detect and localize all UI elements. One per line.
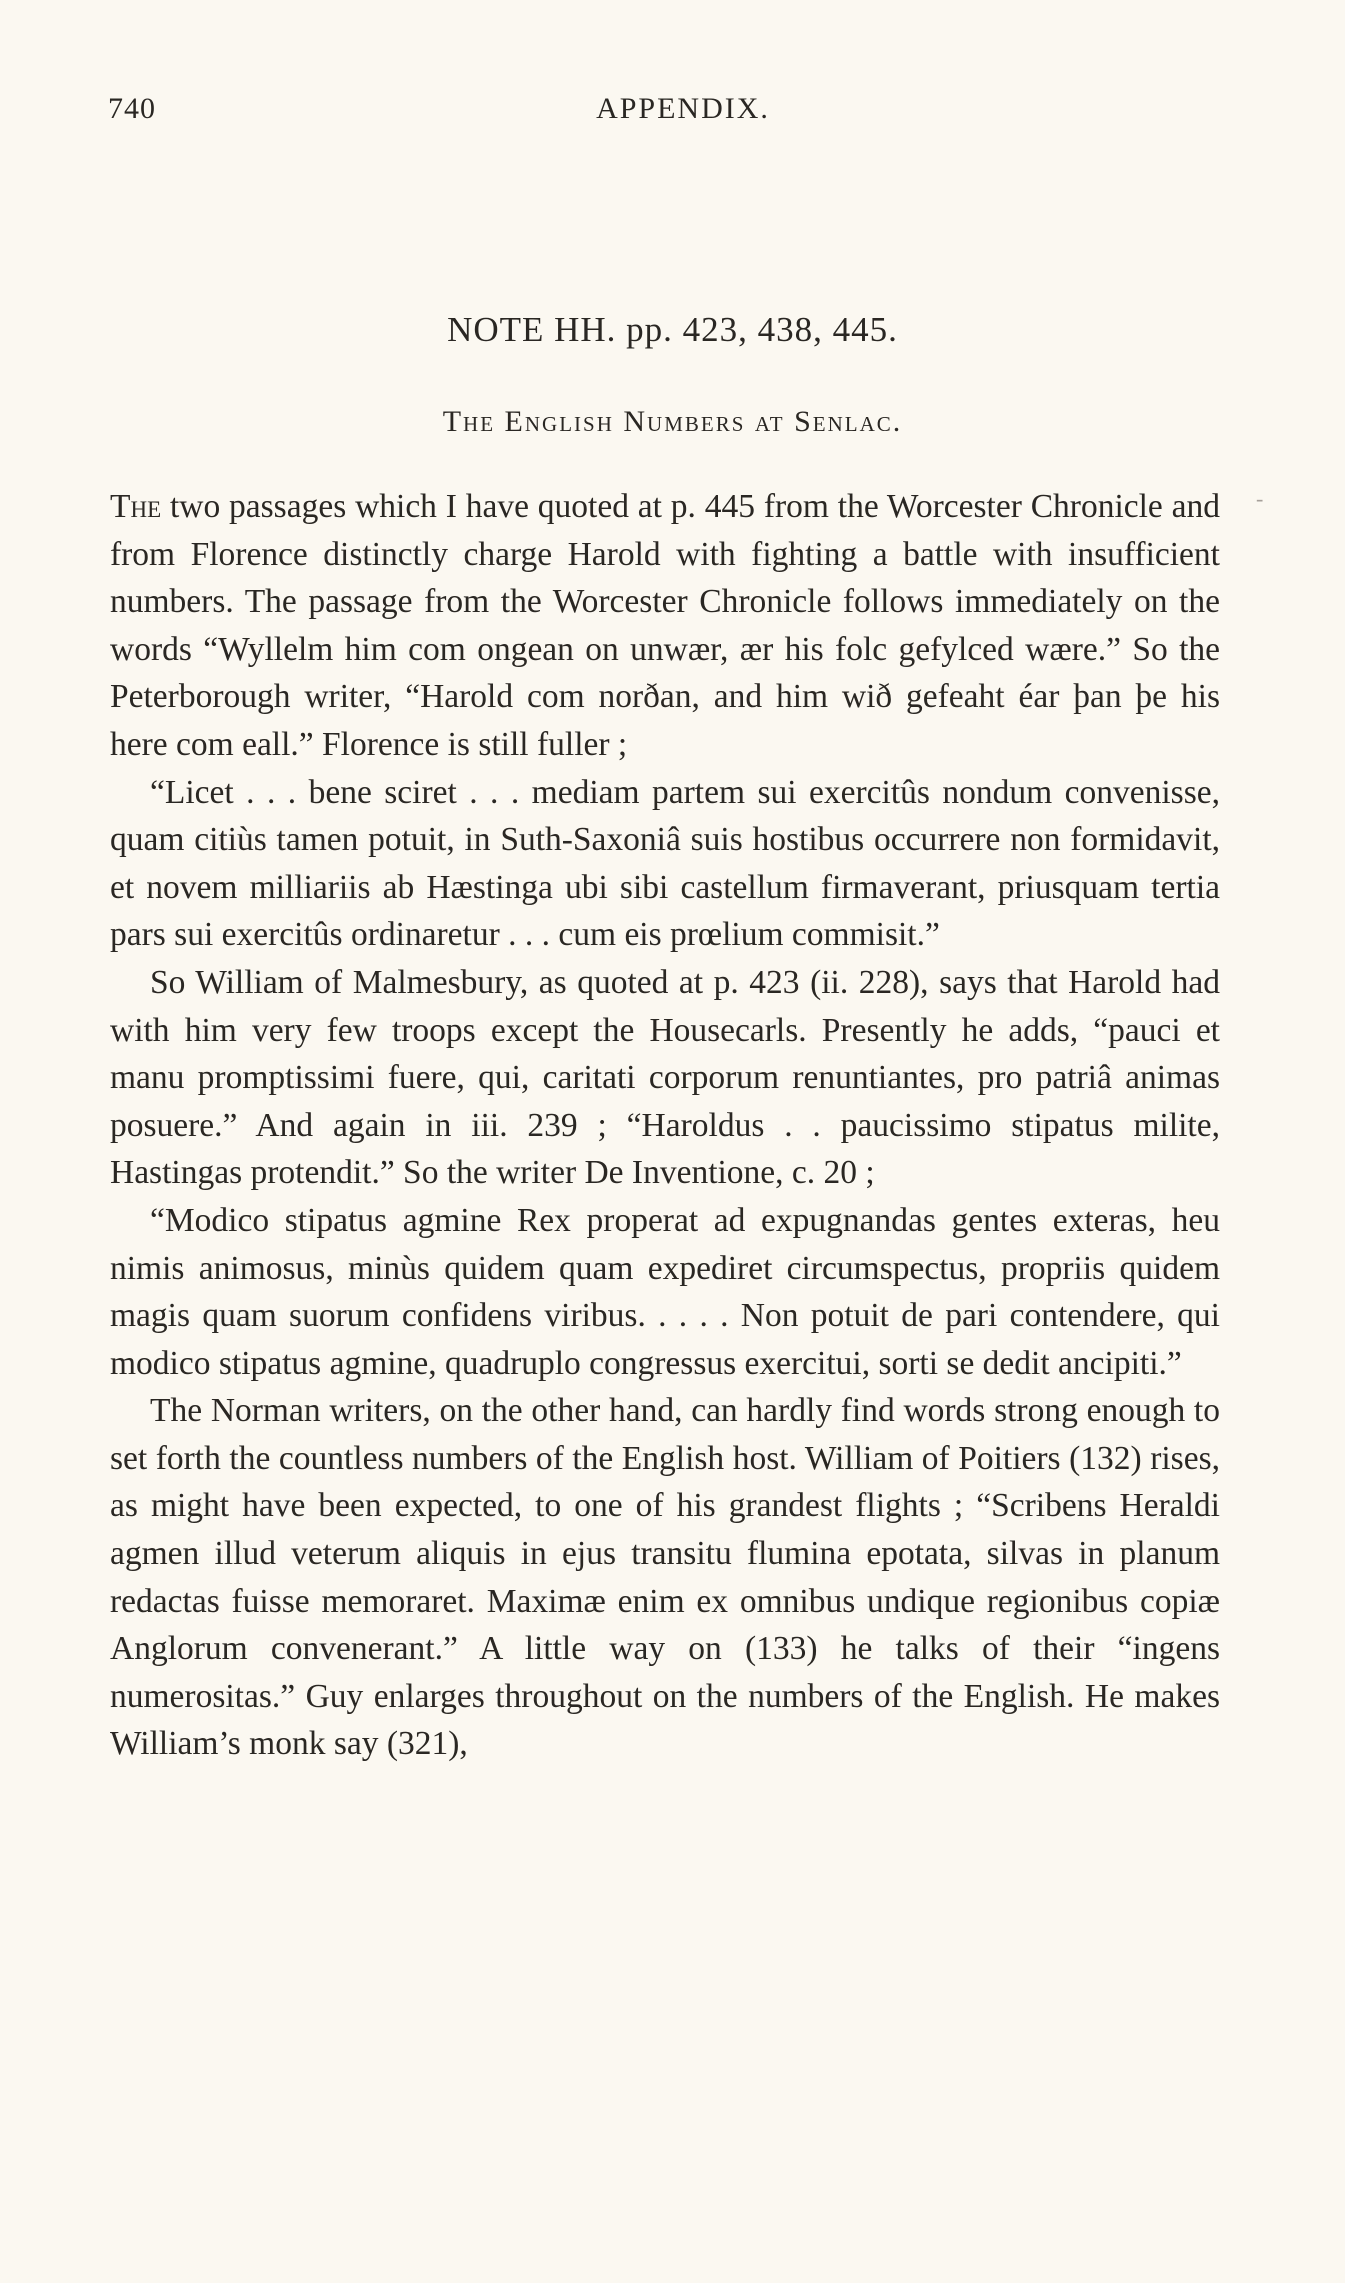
paragraph-text: “Licet . . . bene sciret . . . mediam partem sui exercitûs nondum convenisse, quam citiùs tamen potuit, in Suth-Saxoniâ suis hostibus occurrere non formidavit, et novem milliariis ab Hæstinga ubi sibi castellum firmaverant, priusquam tertia pars sui exercitûs ordinaretur . . . cum eis prœlium commisit.”: [110, 773, 1220, 954]
paragraph-text: “Modico stipatus agmine Rex properat ad expugnandas gentes exteras, heu nimis animosus, minùs quidem quam expediret circumspectus, propriis quidem magis quam suorum confidens viribus. . . . . Non potuit de pari contendere, qui modico stipatus agmine, quadruplo congressus exercitui, sorti se dedit ancipiti.”: [110, 1201, 1220, 1382]
quotation-florence: [110, 769, 1220, 959]
margin-mark: -: [1256, 486, 1264, 511]
running-head: [108, 92, 1258, 132]
running-title: APPENDIX.: [596, 92, 770, 125]
paragraph-text: So William of Malmesbury, as quoted at p. 423 (ii. 228), says that Harold had with him very few troops except the Housecarls. Presently he adds, “pauci et manu promptissimi fuere, qui, caritati corporum renuntiantes, pro patriâ animas posuere.” And again in iii. 239 ; “Haroldus . . paucissimo stipatus milite, Hastingas protendit.” So the writer De Inventione, c. 20 ;: [110, 963, 1220, 1192]
page-number: 740: [108, 92, 156, 125]
paragraph-1: [110, 483, 1220, 769]
paragraph-lead-word: The: [110, 488, 162, 525]
note-heading: NOTE HH. pp. 423, 438, 445.: [447, 310, 898, 349]
paragraph-text: two passages which I have quoted at p. 445 from the Worcester Chronicle and from Florence distinctly charge Harold with fighting a battle with insufficient numbers. The passage from the Worcester Chronicle follows immediately on the words “Wyllelm him com ongean on unwær, ær his folc gefylced wære.” So the Peterborough writer, “Harold com norðan, and him wið gefeaht éar þan þe his here com eall.” Florence is still fuller ;: [110, 488, 1220, 763]
note-subheading: The English Numbers at Senlac.: [442, 405, 903, 438]
paragraph-text: The Norman writers, on the other hand, can hardly find words strong enough to set forth the countless numbers of the English host. William of Poitiers (132) rises, as might have been expected, to one of his grandest flights ; “Scribens Heraldi agmen illud veterum aliquis in ejus transitu flumina epotata, silvas in planum redactas fuisse memoraret. Maximæ enim ex omnibus undique regionibus copiæ Anglorum convenerant.” A little way on (133) he talks of their “ingens numerositas.” Guy enlarges throughout on the numbers of the English. He makes William’s monk say (321),: [110, 1392, 1220, 1763]
quotation-de-inventione: [110, 1197, 1220, 1387]
paragraph-malmesbury: [110, 959, 1220, 1197]
body-text: [110, 483, 1220, 1768]
paragraph-norman-writers: [110, 1387, 1220, 1768]
